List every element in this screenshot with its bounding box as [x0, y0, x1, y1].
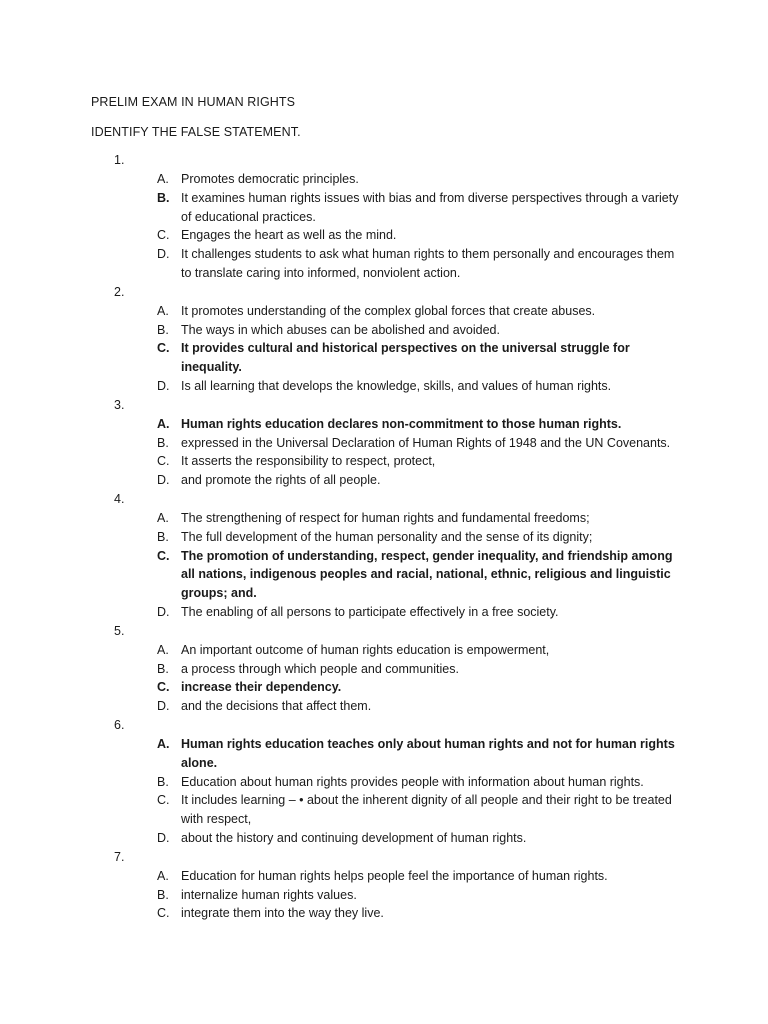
answer-option — [157, 528, 687, 547]
answer-option — [157, 321, 687, 340]
option-text: It provides cultural and historical perspectives on the universal struggle for inequality. — [181, 341, 630, 375]
question-item — [0, 622, 768, 716]
option-text: Education about human rights provides people with information about human rights. — [181, 774, 644, 789]
option-letter: C. — [157, 906, 170, 921]
answer-option — [157, 471, 687, 490]
option-letter: A. — [157, 642, 169, 657]
option-text: It asserts the responsibility to respect, protect, — [181, 454, 436, 469]
document-title: PRELIM EXAM IN HUMAN RIGHTS — [91, 95, 296, 109]
option-letter: C. — [157, 228, 170, 243]
option-text: about the history and continuing development of human rights. — [181, 830, 527, 845]
question-item — [0, 283, 768, 396]
option-letter: C. — [157, 793, 170, 808]
question-number: 4. — [114, 491, 125, 506]
option-letter: C. — [157, 548, 170, 563]
answer-option — [157, 829, 687, 848]
answer-option — [157, 904, 687, 923]
option-text: and promote the rights of all people. — [181, 473, 381, 488]
option-text: It challenges students to ask what human rights to them personally and encourages them to translate caring into informed, nonviolent action. — [181, 247, 675, 280]
question-item — [0, 848, 768, 923]
option-letter: A. — [157, 510, 169, 525]
question-number: 2. — [114, 284, 125, 299]
option-letter: B. — [157, 887, 169, 902]
option-text: Human rights education teaches only about human rights and not for human rights alone. — [181, 736, 675, 770]
question-number: 1. — [114, 153, 125, 167]
option-letter: D. — [157, 830, 170, 845]
answer-option — [157, 339, 687, 377]
answer-option — [157, 377, 687, 396]
answer-option — [157, 791, 687, 829]
option-letter: B. — [157, 435, 169, 450]
answer-option — [157, 773, 687, 792]
question-item — [0, 151, 768, 283]
option-text: integrate them into the way they live. — [181, 906, 384, 921]
option-letter: B. — [157, 190, 170, 205]
question-number: 5. — [114, 623, 125, 638]
exam-instruction: IDENTIFY THE FALSE STATEMENT. — [91, 125, 301, 139]
option-letter: B. — [157, 774, 169, 789]
option-letter: A. — [157, 172, 169, 186]
answer-option — [157, 509, 687, 528]
option-text: Engages the heart as well as the mind. — [181, 228, 397, 243]
option-text: An important outcome of human rights education is empowerment, — [181, 642, 550, 657]
answer-option — [157, 867, 687, 886]
answer-option — [157, 452, 687, 471]
option-letter: B. — [157, 529, 169, 544]
option-letter: A. — [157, 416, 170, 431]
question-number: 6. — [114, 717, 125, 732]
option-text: The enabling of all persons to participate effectively in a free society. — [181, 604, 559, 619]
answer-option — [157, 735, 687, 773]
question-list — [0, 151, 768, 923]
answer-option — [157, 886, 687, 905]
option-text: increase their dependency. — [181, 680, 342, 695]
option-letter: C. — [157, 454, 170, 469]
option-text: and the decisions that affect them. — [181, 699, 372, 714]
answer-option — [157, 226, 687, 245]
option-letter: A. — [157, 868, 169, 883]
answer-option — [157, 434, 687, 453]
option-letter: A. — [157, 736, 170, 751]
option-letter: C. — [157, 680, 170, 695]
option-text: It examines human rights issues with bias and from diverse perspectives through a variety of educational practices. — [181, 190, 679, 224]
option-letter: B. — [157, 661, 169, 676]
option-letter: C. — [157, 341, 170, 356]
answer-option — [157, 245, 687, 283]
option-text: Is all learning that develops the knowledge, skills, and values of human rights. — [181, 378, 612, 393]
option-text: The strengthening of respect for human rights and fundamental freedoms; — [181, 510, 590, 525]
question-item — [0, 396, 768, 490]
question-number: 7. — [114, 849, 125, 864]
option-text: The full development of the human personality and the sense of its dignity; — [181, 529, 593, 544]
option-letter: D. — [157, 378, 170, 393]
option-letter: D. — [157, 247, 170, 262]
option-text: a process through which people and communities. — [181, 661, 459, 676]
option-text: Human rights education declares non-commitment to those human rights. — [181, 416, 622, 431]
question-item — [0, 490, 768, 622]
question-number: 3. — [114, 397, 125, 412]
option-text: expressed in the Universal Declaration of Human Rights of 1948 and the UN Covenants. — [181, 435, 671, 450]
answer-option — [157, 170, 687, 189]
answer-option — [157, 678, 687, 697]
answer-option — [157, 302, 687, 321]
answer-option — [157, 547, 687, 603]
answer-option — [157, 603, 687, 622]
option-text: It includes learning – • about the inherent dignity of all people and their right to be treated with respect, — [181, 793, 672, 827]
option-text: Education for human rights helps people feel the importance of human rights. — [181, 868, 608, 883]
option-text: The promotion of understanding, respect, gender inequality, and friendship among all nations, indigenous peoples and racial, national, ethnic, religious and linguistic groups; and. — [181, 548, 673, 601]
option-text: It promotes understanding of the complex global forces that create abuses. — [181, 303, 596, 318]
option-text: The ways in which abuses can be abolished and avoided. — [181, 322, 500, 337]
answer-option — [157, 641, 687, 660]
answer-option — [157, 660, 687, 679]
option-letter: D. — [157, 699, 170, 714]
answer-option — [157, 189, 687, 227]
answer-option — [157, 697, 687, 716]
option-letter: A. — [157, 303, 169, 318]
option-letter: B. — [157, 322, 169, 337]
question-item — [0, 716, 768, 848]
answer-option — [157, 415, 687, 434]
option-text: Promotes democratic principles. — [181, 172, 359, 186]
option-text: internalize human rights values. — [181, 887, 357, 902]
option-letter: D. — [157, 473, 170, 488]
option-letter: D. — [157, 604, 170, 619]
